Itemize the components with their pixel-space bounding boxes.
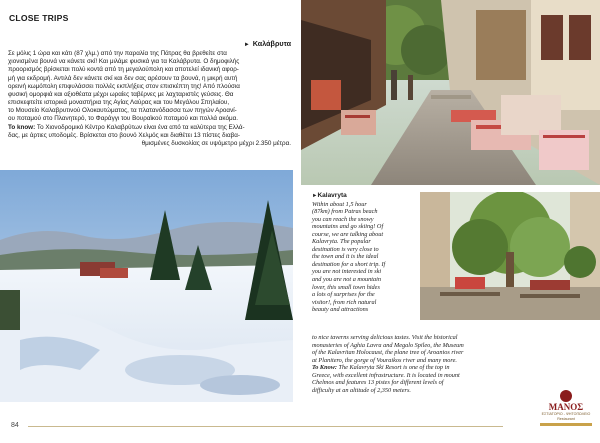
english-line: (87km) from Patras beach (312, 208, 378, 216)
triangle-bullet-icon: ► (312, 193, 318, 199)
section-title: CLOSE TRIPS (9, 13, 69, 23)
english-line: to nice taverns serving delicious tastes. Visit the historical (312, 334, 458, 341)
english-line: lover, this small town hides (312, 283, 380, 291)
english-line: the town and it is the ideal (312, 253, 379, 261)
english-know-line (312, 364, 592, 372)
english-know-label: To Know: (312, 364, 337, 372)
greek-line: χιονισμένα βουνά να κάνετε σκί! Και μιλάμε φυσικά για τα Καλάβρυτα. Ο δημοφιλής (8, 58, 240, 66)
english-line: mountains and go skiing! Of (312, 223, 384, 231)
page-number: 84 (11, 422, 19, 429)
restaurant-logo (540, 390, 592, 436)
english-heading (312, 192, 415, 201)
english-line: beauty and attractions (312, 306, 369, 314)
english-line: Kalavryta. The popular (312, 238, 371, 246)
english-line: destination for a short trip. If (312, 260, 386, 268)
logo-subtitle: ΕΣΤΙΑΤΟΡΙΟ - ΨΗΤΟΠΩΛΕΙΟ (541, 412, 591, 416)
footer-divider (28, 426, 503, 427)
greek-line: μή για εκδρομή. Αντιλά δεν κάνετε σκί και δεν σας αρέσουν τα βουνά, η μικρή αυτή (8, 74, 238, 82)
greek-line: φυσική ομορφιά και αξιοθέατα μέχρι ωραίες ταβέρνες με λαχταριστές γεύσεις. Θα (8, 90, 234, 98)
english-line: monasteries of Aghia Lavra and Megalo Spileo, the Museum (312, 341, 464, 349)
town-square-photo (420, 192, 600, 320)
greek-line: θμισμένες δυσκολίας σε υψόμετρο μέχρι 2.350 μέτρα. (141, 139, 291, 147)
english-line: visitor!, from rich natural (312, 298, 377, 306)
greek-heading (8, 40, 291, 49)
crest-icon (560, 390, 572, 402)
english-article-wide (312, 334, 592, 394)
english-line: difficulty at an altitude of 2,350 meters. (312, 386, 411, 394)
logo-band (540, 423, 592, 426)
english-line: Chelmos and features 13 pistes for different levels of (312, 379, 444, 387)
english-line: destination is very close to (312, 245, 379, 253)
english-line: a lots of surprises for the (312, 291, 375, 299)
greek-know-text: Το Χιονοδρομικό Κέντρο Καλαβρύτων είναι ένα από τα καλύτερα της Ελλά- (36, 123, 245, 131)
english-line: course, we are talking about (312, 230, 384, 238)
english-line: and you are not a mountain (312, 276, 382, 284)
greek-line: προορισμός βρίσκεται πολύ κοντά από τη μεγαλούπολη και αποτελεί ιδανική αφορ- (8, 66, 239, 74)
english-line: you can reach the snowy (312, 215, 374, 223)
greek-line: το Μουσείο Καλαβρυτινού Ολοκαυτώματος, τα πλατανόδασσα των πηγών Αροανί- (8, 107, 237, 115)
english-line: you are not interested in ski (312, 268, 382, 276)
english-article-narrow (312, 192, 415, 314)
greek-know-label: To know: (8, 123, 36, 131)
greek-article (8, 40, 291, 148)
english-know-text: The Kalavryta Ski Resort is one of the top in (336, 364, 450, 372)
english-line: Within about 1,5 hour (312, 200, 367, 208)
greek-line: ου ποταμού στο Πλανητερό, το Φαράγγι του Βουραϊκού ποταμού και πολλά ακόμα. (8, 115, 238, 123)
logo-brand: ΜΑΝΟΣ (548, 402, 584, 412)
street-photo (301, 0, 600, 185)
greek-know-line (8, 124, 291, 132)
logo-subtitle-2: Restaurant (557, 416, 575, 421)
english-line: at Planitero, the gorge of Vouraikos river and many more. (312, 356, 457, 364)
greek-line: ορεινή κωμόπολη επιφυλάσσει πολλές εκπλήξεις στον επισκέπτη της! Από πλούσια (8, 82, 240, 90)
triangle-bullet-icon: ► (243, 42, 250, 48)
greek-line: επισκεφτείτε ιστορικά μοναστήρια της Αγίας Λαύρας και του Μεγάλου Σπηλαίου, (8, 99, 230, 107)
greek-line: δας, με άρτιες υποδομές. Βρίσκεται στο βουνό Χελμός και διαθέτει 13 πίστες διαβα- (8, 131, 240, 139)
english-heading-text: Kalavryta (317, 192, 347, 199)
english-line: of the Kalavritan Holocaust, the plane tree of Aroanios river (312, 349, 464, 357)
greek-heading-text: Καλάβρυτα (252, 39, 291, 48)
ski-resort-photo (0, 170, 293, 402)
greek-line: Σε μόλις 1 ώρα και κάτι (87 χλμ.) από την παραλία της Πάτρας θα βρεθείτε στα (8, 50, 227, 58)
english-line: Greece, with excellent infrastructure. It is located in mount (312, 371, 460, 379)
